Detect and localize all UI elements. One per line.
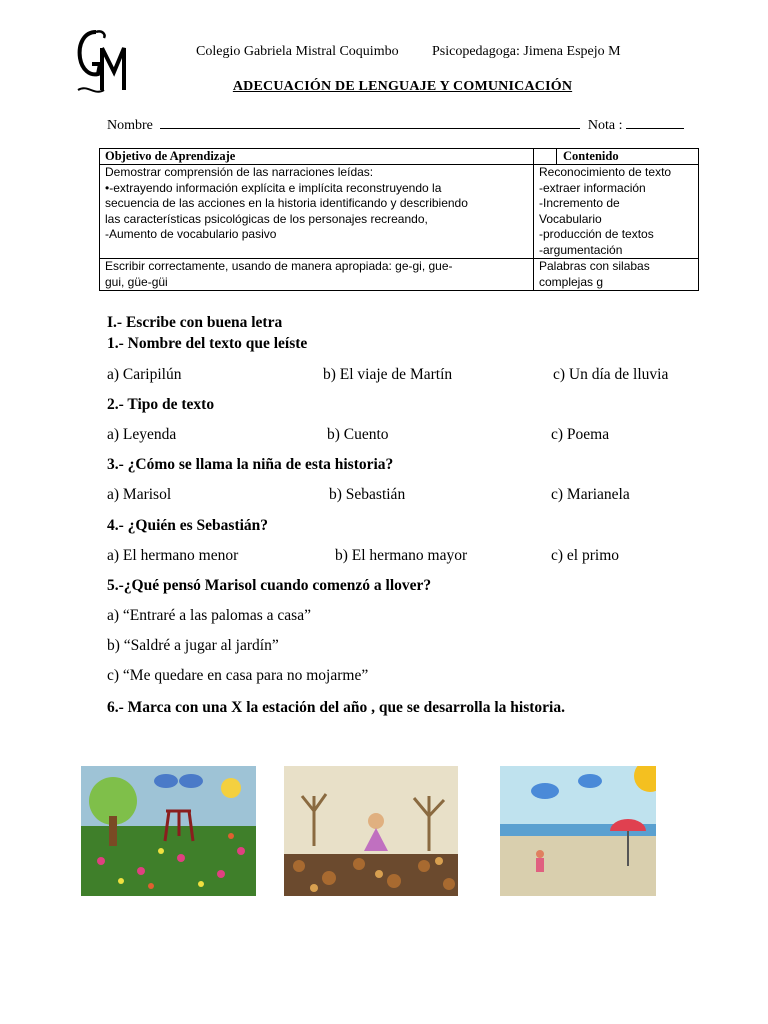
q5-option-b[interactable]: b) “Saldré a jugar al jardín” [107, 637, 279, 654]
question-3: 3.- ¿Cómo se llama la niña de esta historia? [107, 456, 394, 473]
section-title: I.- Escribe con buena letra [107, 314, 283, 331]
specialist-name: Psicopedagoga: Jimena Espejo M [432, 44, 621, 59]
objectives-table [99, 148, 699, 291]
table-row [100, 165, 699, 259]
q4-option-c[interactable]: c) el primo [551, 547, 620, 564]
objective-header: Objetivo de Aprendizaje [100, 149, 534, 165]
table-row [100, 259, 699, 291]
question-2: 2.- Tipo de texto [107, 396, 215, 413]
question-6: 6.- Marca con una X la estación del año , que se desarrolla la historia. [107, 699, 565, 716]
autumn-drawing[interactable] [284, 766, 458, 896]
q5-option-a[interactable]: a) “Entraré a las palomas a casa” [107, 607, 311, 624]
q4-option-a[interactable]: a) El hermano menor [107, 547, 239, 564]
summer-drawing[interactable] [500, 766, 656, 896]
objective-cell: Demostrar comprensión de las narraciones leídas: •-extrayendo información explícita e implícita reconstruyendo la secuencia de las acciones en la historia identificando y describiendo las características psicológicas de los personajes recreando, -Aumento de vocabulario pasivo [100, 165, 534, 259]
question-5: 5.-¿Qué pensó Marisol cuando comenzó a llover? [107, 577, 432, 594]
q2-option-a[interactable]: a) Leyenda [107, 426, 177, 443]
q2-option-c[interactable]: c) Poema [551, 426, 610, 443]
page-title: ADECUACIÓN DE LENGUAJE Y COMUNICACIÓN [232, 79, 573, 94]
q3-option-b[interactable]: b) Sebastián [329, 486, 406, 503]
objective-cell: Escribir correctamente, usando de manera apropiada: ge-gi, gue- gui, güe-güi [100, 259, 534, 291]
question-1: 1.- Nombre del texto que leíste [107, 335, 308, 352]
grade-label: Nota : [587, 118, 623, 133]
q1-option-c[interactable]: c) Un día de lluvia [553, 366, 669, 383]
q1-option-b[interactable]: b) El viaje de Martín [323, 366, 453, 383]
q5-option-c[interactable]: c) “Me quedare en casa para no mojarme” [107, 667, 369, 684]
table-header-row [100, 149, 699, 165]
grade-blank-line[interactable] [626, 115, 684, 129]
content-cell: Palabras con silabas complejas g [534, 259, 699, 291]
q3-option-a[interactable]: a) Marisol [107, 486, 172, 503]
spring-drawing[interactable] [81, 766, 256, 896]
q1-option-a[interactable]: a) Caripilún [107, 366, 182, 383]
q2-option-b[interactable]: b) Cuento [327, 426, 389, 443]
q4-option-b[interactable]: b) El hermano mayor [335, 547, 468, 564]
name-label: Nombre [107, 118, 153, 133]
student-name-field[interactable] [107, 115, 684, 134]
q3-option-c[interactable]: c) Marianela [551, 486, 630, 503]
name-blank-line[interactable] [160, 115, 580, 129]
content-header: Contenido [534, 149, 699, 165]
content-cell: Reconocimiento de texto -extraer información -Incremento de Vocabulario -producción de textos -argumentación [534, 165, 699, 259]
question-4: 4.- ¿Quién es Sebastián? [107, 517, 269, 534]
school-name: Colegio Gabriela Mistral Coquimbo [196, 44, 399, 59]
